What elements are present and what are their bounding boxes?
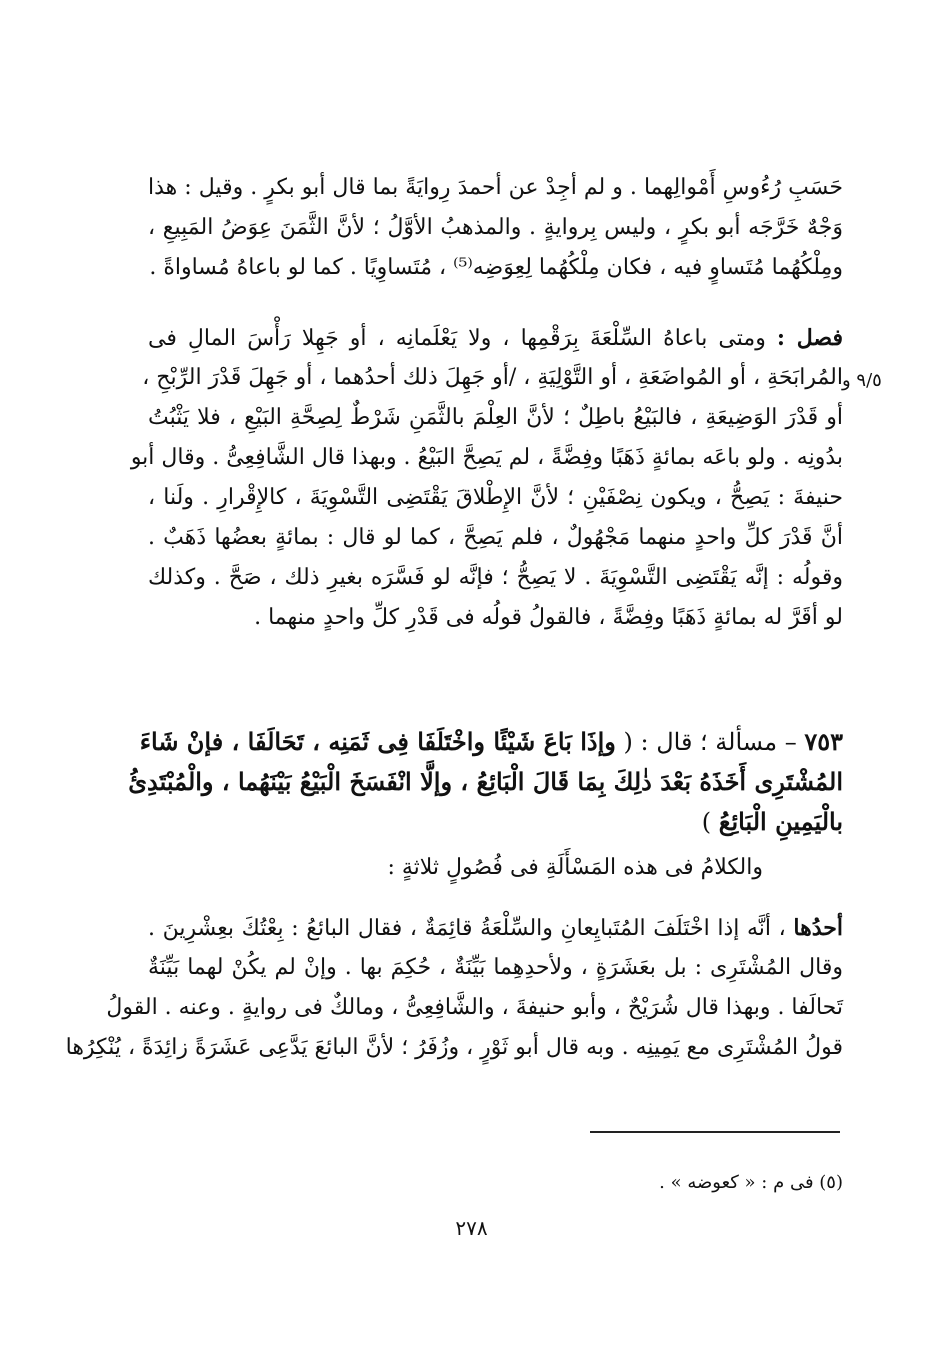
text-line: حَسَبِ رُءُوسِ أَمْوالِهما . و لم أجِدْ عن أحمدَ رِوايَةً بما قال أبو بكرٍ . وقيل : هذا — [148, 175, 843, 200]
text-line: حنيفةَ : يَصِحُّ ، ويكون نِصْفَيْنِ ؛ لأنَّ الإِطْلاقَ يَقْتَضِى التَّسْوِيَةَ ، كالإِقْرارِ . ولَنا ، — [148, 485, 843, 510]
text-line: أو قَدْرَ الوَضِيعَةِ ، فالبَيْعُ باطِلٌ ؛ لأنَّ العِلْمَ بالثَّمَنِ شَرْطٌ لِصِحَّةِ البَيْعِ ، فلا يَثْبُتُ — [148, 405, 843, 430]
footnote-separator — [590, 1131, 840, 1133]
text-line — [139, 722, 843, 762]
text-line: وَجْهٌ خَرَّجَه أبو بكرٍ ، وليس بِروايةٍ . والمذهبُ الأوَّلُ ؛ لأنَّ الثَّمَنَ عِوَضُ المَبِيعِ ، — [148, 215, 843, 240]
footnote: (٥) فى م : « كعوضه » . — [659, 1172, 843, 1193]
text-line: وقولُه : إنَّه يَقْتَضِى التَّسْوِيَةَ . لا يَصِحُّ ؛ فإنَّه لو فَسَّرَه بغيرِ ذلك ، صَحَّ . وكذلك — [148, 565, 843, 590]
text-run: ومتى باعاهُ السِّلْعَةَ بِرَقْمِها ، ولا يَعْلَمانِه ، أو جَهِلا رَأْسَ المالِ فى — [148, 326, 777, 351]
masala-intro: – مسألة ؛ قال : ( — [615, 728, 805, 756]
text-line: والكلامُ فى هذه المَسْأَلَةِ فى فُصُولٍ ثلاثةٍ : — [387, 855, 763, 880]
text-line: تَحالَفا . وبهذا قال شُرَيْحٌ ، وأبو حنيفةَ ، والشَّافِعِىُّ ، ومالكٌ فى روايةٍ . وعنه . القولُ — [106, 995, 843, 1020]
paragraph-intro — [148, 848, 843, 888]
text-line: لو أقَرَّ له بمائةٍ ذَهَبًا وفِضَّةً ، فالقولُ قولُه فى قَدْرِ كلِّ واحدٍ منهما . — [254, 605, 843, 630]
page-number: ٢٧٨ — [455, 1216, 488, 1240]
text-line: أنَّ قَدْرَ كلِّ واحدٍ منهما مَجْهُولٌ ، فلم يَصِحَّ ، كما لو قال : بمائةٍ بعضُها ذَهَبٌ . — [148, 525, 843, 550]
margin-folio-note: ٩/٥ و — [842, 370, 882, 391]
masala-close: ) — [701, 808, 719, 836]
text-line — [148, 318, 843, 358]
text-line: بدُونِه . ولو باعَه بمائةٍ ذَهَبًا وفِضَّةً ، لم يَصِحَّ البَيْعُ . وبهذا قال الشَّافِعِىُّ . وقال أبو — [130, 445, 843, 470]
text-line: المُرابَحَةِ ، أو المُواضَعَةِ ، أو التَّوْلِيَةِ ، /أو جَهِلَ ذلك أحدُهما ، أو جَهِلَ قَدْرَ الرِّبْحِ ، — [142, 365, 843, 390]
text-run: ، أنَّه إذا اخْتَلَفَ المُتَبايِعانِ والسِّلْعَةُ قائِمَةٌ ، فقال البائعُ : بِعْتُكَ بعِشْرِينَ . — [148, 916, 794, 941]
paragraph-1 — [148, 168, 843, 288]
section-heading: أحدُها — [793, 915, 843, 941]
masala-text: وإذَا بَاعَ شَيْئًا واخْتَلَفَا فِى ثَمَنِه ، تَحَالَفَا ، فإنْ شَاءَ — [139, 727, 616, 756]
masala-753 — [128, 722, 843, 842]
masala-text: بالْيَمِينِ الْبَائِعُ — [718, 807, 843, 836]
text-line — [148, 802, 843, 842]
text-line — [148, 908, 843, 948]
section-heading: فصل : — [776, 325, 843, 351]
paragraph-first-section — [65, 908, 843, 1068]
paragraph-fasl — [130, 318, 843, 638]
masala-text: المُشْتَرِى أَخَذَهُ بَعْدَ ذٰلِكَ بِمَا قَالَ الْبَائِعُ ، وإلَّا انْفَسَخَ الْبَيْعُ بَيْنَهُما ، والْمُبْتَدِئُ — [128, 767, 843, 796]
text-line: قولُ المُشْتَرِى مع يَمِينِه . وبه قال أبو ثَوْرٍ ، وزُفَرُ ؛ لأنَّ البائعَ يَدَّعِى عَشَرَةً زائِدَةً ، يُنْكِرُها — [65, 1035, 843, 1060]
text-line: وقال المُشْتَرِى : بل بعَشَرَةٍ ، ولأحدِهِما بَيِّنَةٌ ، حُكِمَ بها . وإنْ لم يكُنْ لهما بَيِّنَةٌ — [148, 955, 843, 980]
text-line: ومِلْكُهُما مُتَساوٍ فيه ، فكان مِلْكُهُما لِعِوَضِه⁽⁵⁾ ، مُتَساوِيًا . كما لو باعاهُ مُساواةً . — [149, 255, 843, 280]
masala-number: ٧٥٣ — [804, 727, 843, 756]
